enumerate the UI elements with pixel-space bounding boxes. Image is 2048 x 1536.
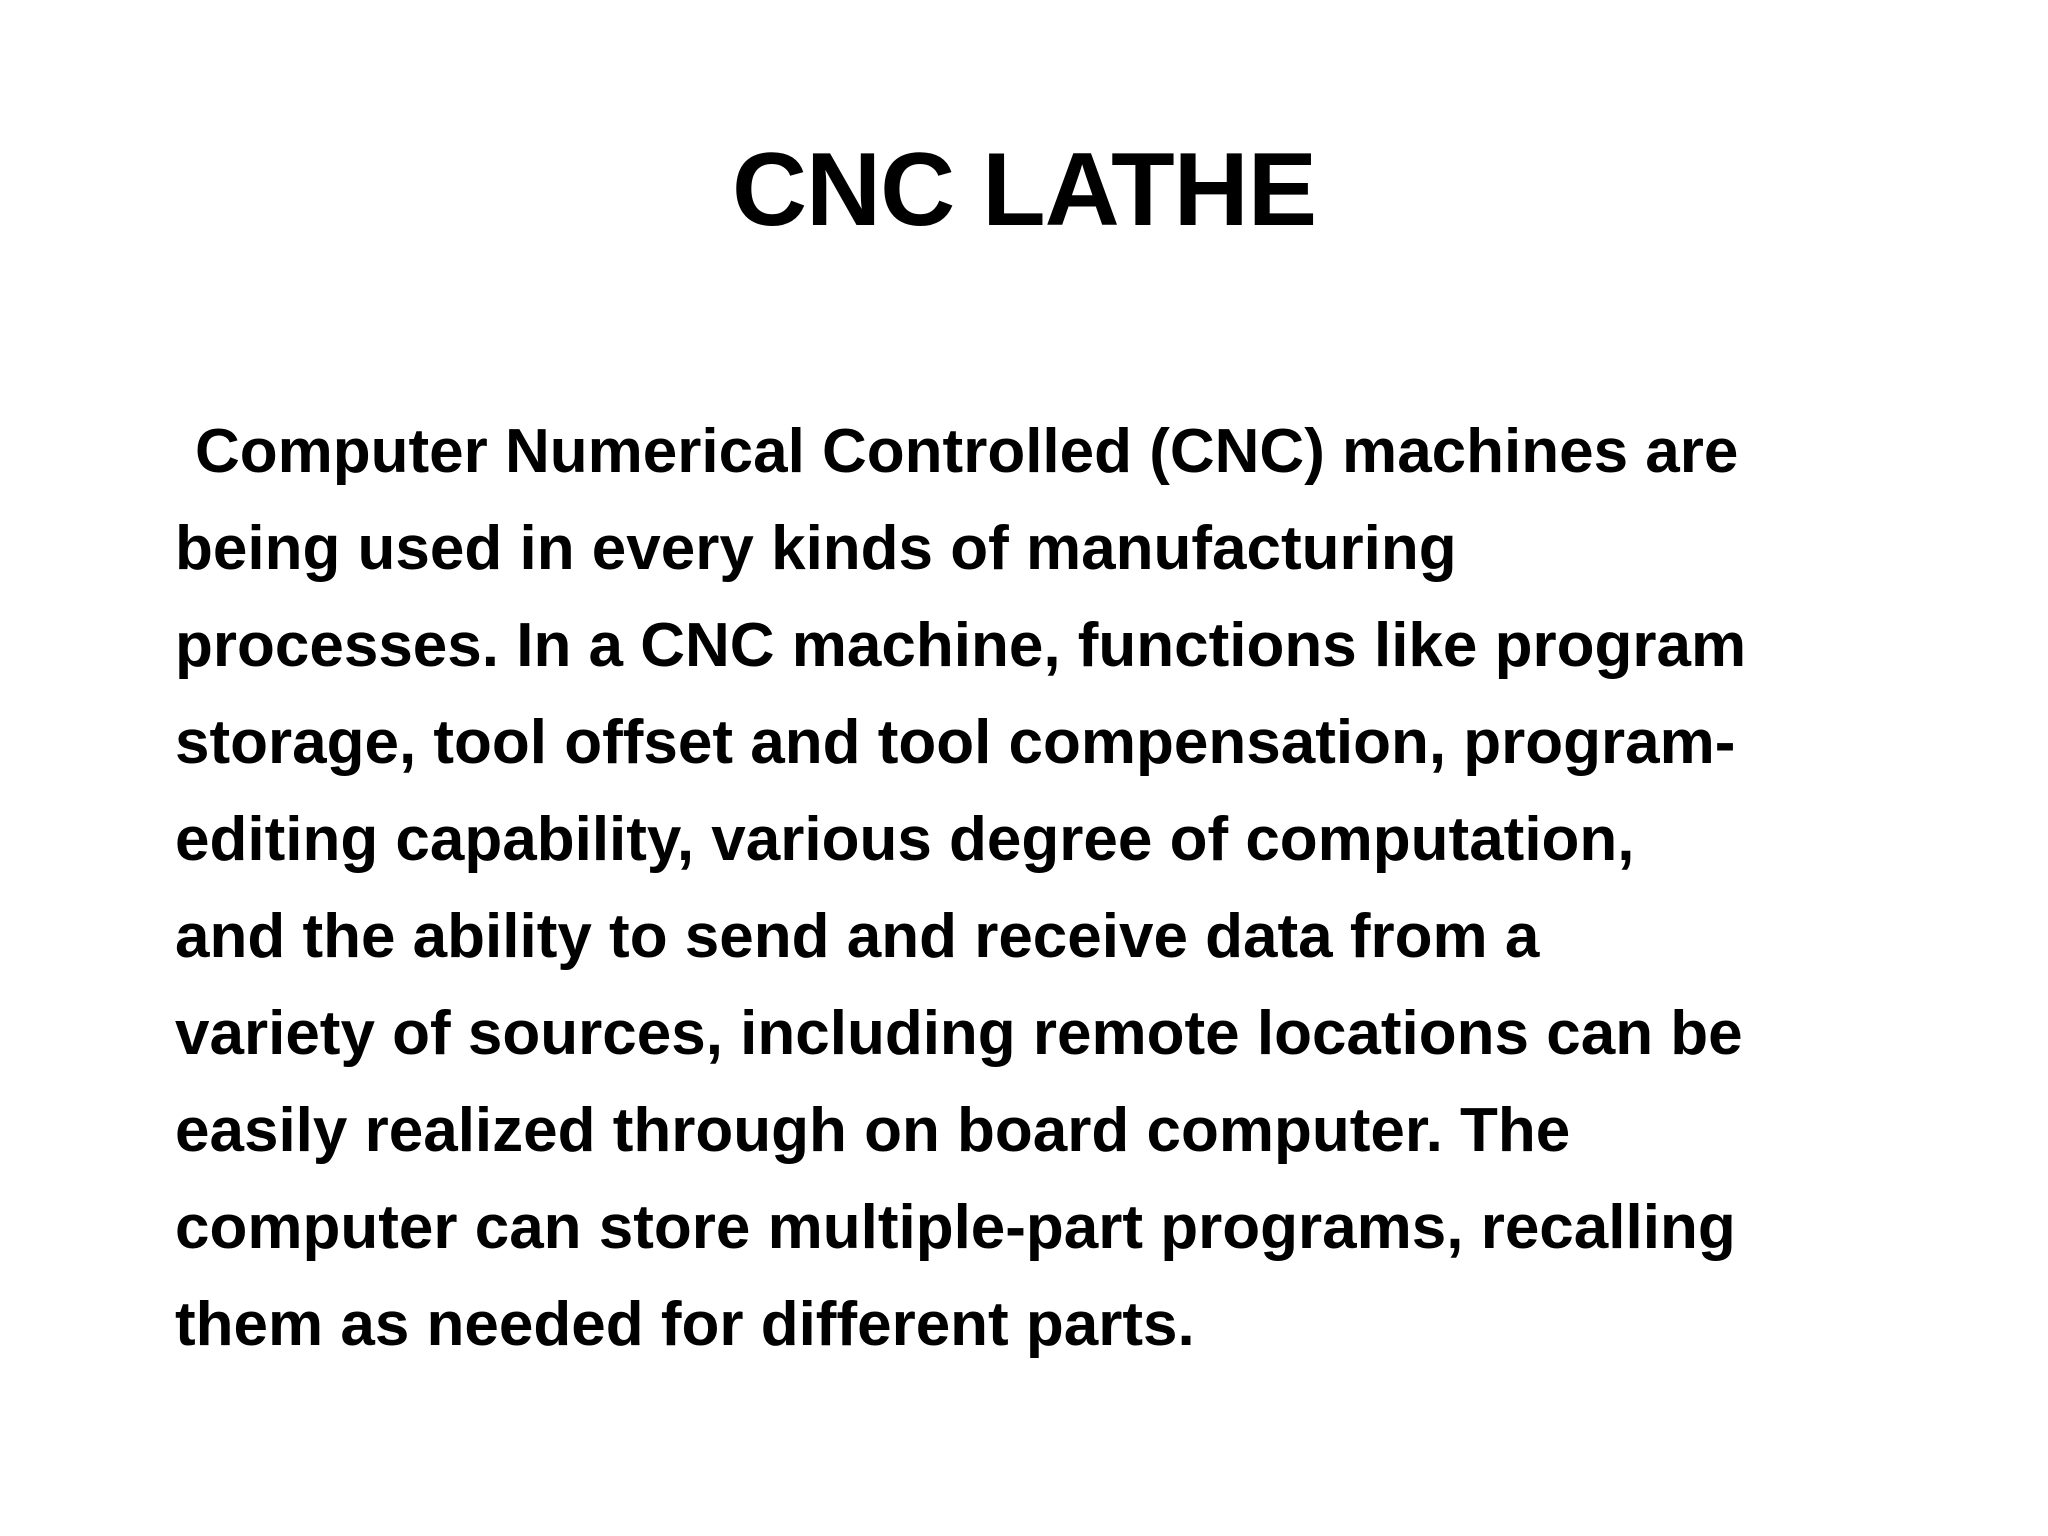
body-line: them as needed for different parts. xyxy=(175,1290,1195,1359)
body-line: processes. In a CNC machine, functions like program xyxy=(175,611,1747,680)
body-line: and the ability to send and receive data from a xyxy=(175,902,1540,971)
slide-title: CNC LATHE xyxy=(731,132,1317,248)
body-line: Computer Numerical Controlled (CNC) machines are xyxy=(195,417,1739,486)
body-line: computer can store multiple-part programs, recalling xyxy=(175,1193,1736,1262)
body-line: easily realized through on board computer. The xyxy=(175,1096,1571,1165)
body-line: being used in every kinds of manufacturing xyxy=(175,514,1457,583)
body-line: storage, tool offset and tool compensation, program- xyxy=(175,708,1736,777)
body-line: variety of sources, including remote locations can be xyxy=(175,999,1743,1068)
body-line: editing capability, various degree of computation, xyxy=(175,805,1635,874)
slide-body-text xyxy=(175,403,1965,1373)
